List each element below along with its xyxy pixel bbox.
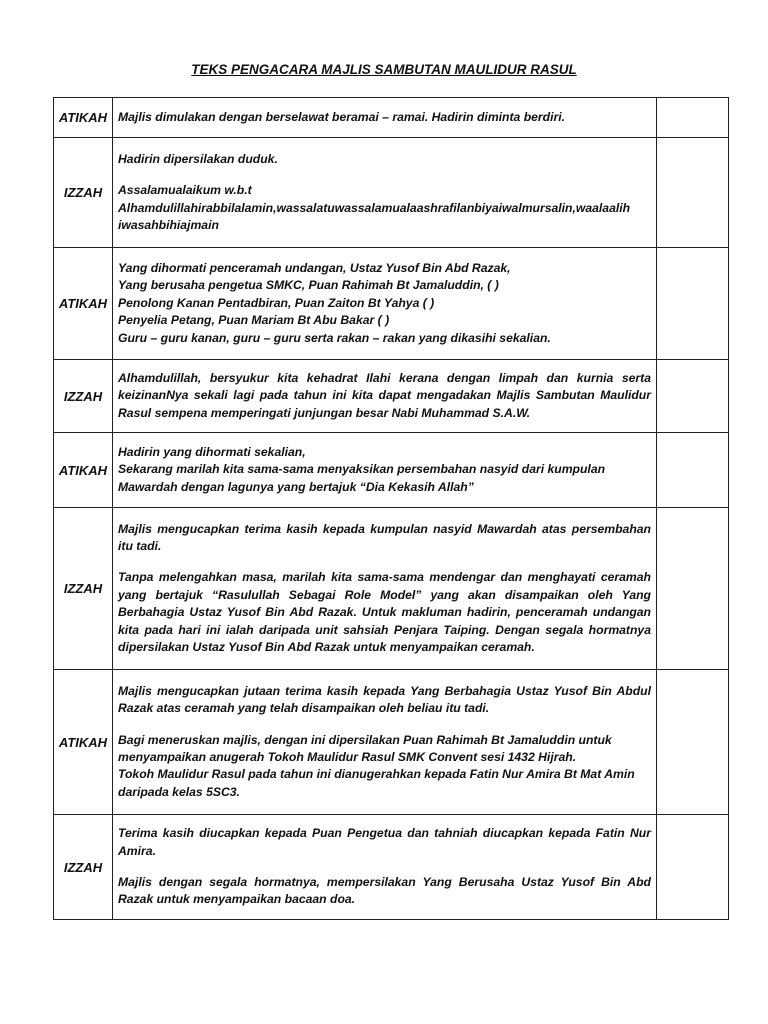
notes-cell — [657, 815, 729, 920]
speaker-name: ATIKAH — [54, 248, 113, 360]
speaker-name: IZZAH — [54, 138, 113, 248]
speech-paragraph: Bagi meneruskan majlis, dengan ini dipersilakan Puan Rahimah Bt Jamaluddin untuk menyampaikan anugerah Tokoh Maulidur Rasul SMK Convent sesi 1432 Hijrah. Tokoh Maulidur Rasul pada tahun ini dianugerahkan kepada Fatin Nur Amira Bt Mat Amin daripada kelas 5SC3. — [118, 732, 635, 799]
speaker-name: IZZAH — [54, 360, 113, 433]
speech-paragraph: Majlis mengucapkan jutaan terima kasih kepada Yang Berbahagia Ustaz Yusof Bin Abdul Razak atas ceramah yang telah disampaikan oleh beliau itu tadi. — [118, 683, 651, 716]
notes-cell — [657, 508, 729, 670]
speaker-name: IZZAH — [54, 815, 113, 920]
notes-cell — [657, 248, 729, 360]
speaker-name: ATIKAH — [54, 98, 113, 138]
speech-text-cell — [113, 433, 657, 508]
speech-text-cell — [113, 508, 657, 670]
speech-paragraph: Majlis dengan segala hormatnya, mempersilakan Yang Berusaha Ustaz Yusof Bin Abd Razak untuk menyampaikan bacaan doa. — [118, 875, 651, 907]
notes-cell — [657, 670, 729, 815]
script-row — [54, 815, 729, 920]
document-title: TEKS PENGACARA MAJLIS SAMBUTAN MAULIDUR RASUL — [191, 62, 577, 77]
speech-text-cell — [113, 138, 657, 248]
speech-text-cell — [113, 98, 657, 138]
notes-cell — [657, 433, 729, 508]
script-row — [54, 433, 729, 508]
emcee-script-table — [53, 97, 729, 920]
script-row — [54, 360, 729, 433]
paragraph-gap — [118, 555, 651, 569]
speech-text-cell — [113, 248, 657, 360]
speaker-name: ATIKAH — [54, 433, 113, 508]
speaker-name: ATIKAH — [54, 670, 113, 815]
paragraph-gap — [118, 168, 651, 182]
script-row — [54, 670, 729, 815]
speech-paragraph: Hadirin dipersilakan duduk. — [118, 151, 278, 166]
speech-paragraph: Alhamdulillah, bersyukur kita kehadrat Ilahi kerana dengan limpah dan kurnia serta keizinanNya sekali lagi pada tahun ini kita dapat mengadakan Majlis Sambutan Maulidur Rasul sempena memperingati junjungan besar Nabi Muhammad S.A.W. — [118, 370, 651, 420]
script-row — [54, 248, 729, 360]
speech-paragraph: Terima kasih diucapkan kepada Puan Pengetua dan tahniah diucapkan kepada Fatin Nur Amira. — [118, 826, 651, 858]
notes-cell — [657, 360, 729, 433]
speech-paragraph: Majlis mengucapkan terima kasih kepada kumpulan nasyid Mawardah atas persembahan itu tadi. — [118, 521, 651, 553]
speech-paragraph: Hadirin yang dihormati sekalian, Sekarang marilah kita sama-sama menyaksikan persembahan nasyid dari kumpulan Mawardah dengan lagunya yang bertajuk “Dia Kekasih Allah” — [118, 444, 606, 494]
speech-paragraph: Tanpa melengahkan masa, marilah kita sama-sama mendengar dan menghayati ceramah yang bertajuk “Rasulullah Sebagai Role Model” yang akan disampaikan oleh Yang Berbahagia Ustaz Yusof Bin Abd Razak. Untuk makluman hadirin, penceramah undangan kita pada hari ini ialah daripada unit sahsiah Penjara Taiping. Dengan segala hormatnya dipersilakan Ustaz Yusof Bin Abd Razak untuk menyampaikan ceramah. — [118, 570, 651, 655]
speech-paragraph: Majlis dimulakan dengan berselawat beramai – ramai. Hadirin diminta berdiri. — [118, 109, 566, 124]
speaker-name: IZZAH — [54, 508, 113, 670]
speech-text-cell — [113, 815, 657, 920]
notes-cell — [657, 138, 729, 248]
script-row — [54, 98, 729, 138]
speech-text-cell — [113, 360, 657, 433]
paragraph-gap — [118, 860, 651, 874]
script-row — [54, 138, 729, 248]
speech-paragraph: Assalamualaikum w.b.t Alhamdulillahirabbilalamin,wassalatuwassalamualaashrafilanbiyaiwalmursalin,waalaalih iwasahbihiajmain — [118, 183, 631, 232]
speech-paragraph: Yang dihormati penceramah undangan, Ustaz Yusof Bin Abd Razak, Yang berusaha pengetua SMKC, Puan Rahimah Bt Jamaluddin, ( ) Penolong Kanan Pentadbiran, Puan Zaiton Bt Yahya ( ) Penyelia Petang, Puan Mariam Bt Abu Bakar ( ) Guru – guru kanan, guru – guru serta rakan – rakan yang dikasihi sekalian. — [118, 260, 551, 345]
speech-text-cell — [113, 670, 657, 815]
notes-cell — [657, 98, 729, 138]
script-row — [54, 508, 729, 670]
paragraph-gap — [118, 718, 651, 732]
